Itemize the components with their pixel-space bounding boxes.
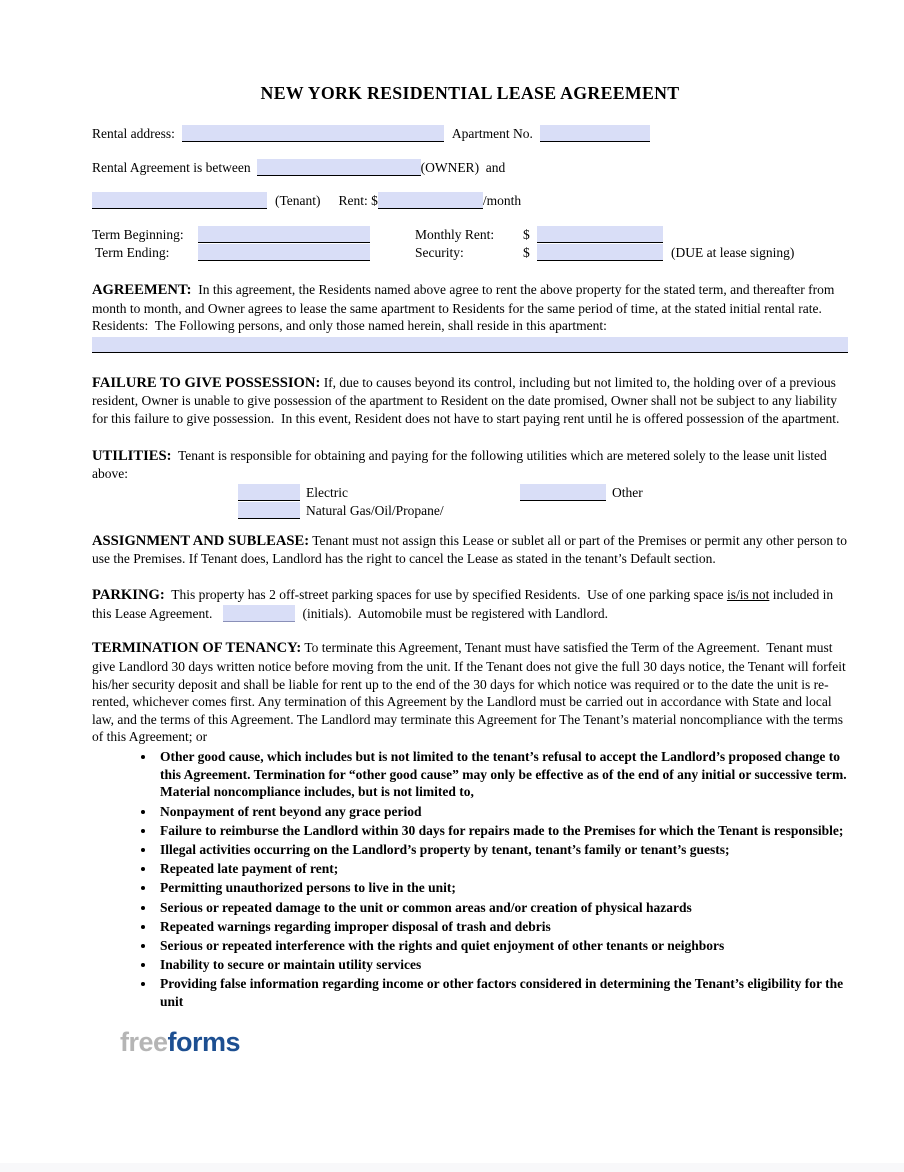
freeforms-logo — [120, 1027, 904, 1057]
monthly-rent-label: Monthly Rent: — [415, 227, 495, 242]
agreement-between-label: Rental Agreement is between — [92, 160, 251, 175]
termination-body: To terminate this Agreement, Tenant must have satisfied the Term of the Agreement. Tenant must give Landlord 30 days written notice before moving from the unit. If the Tenant does not give the full 30 days notice, the Tenant will forfeit his/her security deposit and shall be liable for rent up to the end of the 30 days for which notice was required or to the date the unit is re-rented, whichever comes first. Any termination of this Agreement by the Landlord must be carried out in accordance with State and local law, and the terms of this Agreement. The Landlord may terminate this Agreement for The Tenant’s material noncompliance with the terms of this Agreement; or — [92, 640, 850, 745]
other-label: Other — [612, 484, 643, 500]
section-parking — [92, 586, 848, 622]
assignment-heading: ASSIGNMENT AND SUBLEASE: — [92, 532, 310, 549]
page-title: NEW YORK RESIDENTIAL LEASE AGREEMENT — [260, 83, 680, 103]
parking-body-1: This property has 2 off-street parking spaces for use by specified Residents. Use of one parking space — [164, 586, 727, 602]
parking-body-3: (initials). Automobile must be registered with Landlord. — [299, 605, 609, 621]
electric-label: Electric — [306, 484, 348, 500]
term-beginning-row — [92, 225, 848, 243]
rent-label: Rent: $ — [338, 193, 378, 208]
logo-forms-text: forms — [167, 1026, 241, 1057]
term-ending-label: Term Ending: — [95, 245, 170, 260]
owner-row — [92, 159, 848, 176]
parking-body-2: included in this Lease Agreement. — [92, 586, 837, 621]
utilities-body: Tenant is responsible for obtaining and paying for the following utilities which are metered solely to the lease unit listed above: — [92, 447, 831, 482]
list-item: • Illegal activities occurring on the Landlord’s property by tenant, tenant’s family or tenant’s guests; — [156, 841, 848, 859]
gas-oil-propane-label: Natural Gas/Oil/Propane/ — [306, 502, 444, 518]
term-ending-row — [92, 243, 848, 261]
residents-names-field[interactable] — [92, 337, 848, 353]
utilities-heading: UTILITIES: — [92, 447, 172, 464]
rental-address-field[interactable] — [182, 125, 444, 142]
owner-name-field[interactable] — [257, 159, 421, 176]
list-item: • Serious or repeated interference with the rights and quiet enjoyment of other tenants or neighbors — [156, 937, 848, 955]
rental-address-label: Rental address: — [92, 126, 175, 141]
gas-oil-propane-field[interactable] — [238, 502, 300, 519]
apartment-no-field[interactable] — [540, 125, 650, 142]
page-bottom-edge — [0, 1163, 904, 1172]
list-item: • Repeated warnings regarding improper disposal of trash and debris — [156, 918, 848, 936]
tenant-name-field[interactable] — [92, 192, 267, 209]
list-item: • Permitting unauthorized persons to live in the unit; — [156, 879, 848, 897]
section-agreement — [92, 281, 848, 353]
other-utility-field[interactable] — [520, 484, 606, 501]
failure-heading: FAILURE TO GIVE POSSESSION: — [92, 374, 321, 391]
logo-free-text: free — [120, 1026, 168, 1057]
parking-initials-field[interactable] — [223, 605, 295, 622]
security-label: Security: — [415, 245, 464, 260]
monthly-rent-field[interactable] — [537, 226, 663, 243]
security-dollar-sign: $ — [523, 245, 530, 260]
tenant-row — [92, 192, 848, 209]
failure-body: If, due to causes beyond its control, including but not limited to, the holding over of a previous resident, Owner is unable to give possession of the apartment to Resident on the date promised, Owner shall not be subject to any liability for this failure to give possession. In this event, Resident does not have to start paying rent until he is offered possession of the apartment. — [92, 374, 841, 426]
list-item: • Providing false information regarding income or other factors considered in determining the Tenant’s eligibility for the unit — [156, 975, 848, 1010]
term-beginning-label: Term Beginning: — [92, 227, 184, 242]
term-block — [92, 225, 848, 261]
parking-heading: PARKING: — [92, 586, 165, 603]
due-note-label: (DUE at lease signing) — [671, 245, 795, 260]
tenant-suffix-label: (Tenant) — [275, 193, 321, 208]
termination-bullet-list — [92, 748, 848, 1011]
electric-utility-field[interactable] — [238, 484, 300, 501]
monthly-rent-dollar-sign: $ — [523, 227, 530, 242]
material-noncompliance-note: Material noncompliance includes, but is not limited to, — [160, 784, 474, 800]
parking-is-is-not: is/is not — [726, 586, 770, 602]
section-assignment-and-sublease — [92, 532, 851, 568]
list-item: • Nonpayment of rent beyond any grace period — [156, 803, 848, 821]
rent-unit-label: /month — [482, 193, 522, 208]
term-beginning-field[interactable] — [198, 226, 370, 243]
section-utilities — [92, 447, 848, 519]
rent-amount-field[interactable] — [378, 192, 483, 209]
apartment-no-label: Apartment No. — [451, 126, 533, 141]
agreement-body: In this agreement, the Residents named above agree to rent the above property for the stated term, and thereafter from month to month, and Owner agrees to lease the same apartment to Residents for the same period of time, at the stated initial rental rate. Residents: The Following persons, and only those named herein, shall reside in this apartment: — [92, 282, 838, 334]
list-item: • Failure to reimburse the Landlord within 30 days for repairs made to the Premises for which the Tenant is responsible; — [156, 822, 848, 840]
rental-address-row — [92, 125, 848, 142]
section-termination-of-tenancy — [92, 639, 848, 1010]
term-ending-field[interactable] — [198, 244, 370, 261]
owner-suffix-label: (OWNER) and — [420, 160, 506, 175]
utilities-row-2 — [92, 501, 848, 519]
security-deposit-field[interactable] — [537, 244, 663, 261]
section-failure-to-give-possession — [92, 374, 848, 428]
list-item: • Repeated late payment of rent; — [156, 860, 848, 878]
utilities-row-1 — [92, 483, 848, 501]
assignment-body: Tenant must not assign this Lease or sublet all or part of the Premises or permit any other person to use the Premises. If Tenant does, Landlord has the right to cancel the Lease as stated in the tenant’s Default section. — [92, 532, 851, 567]
agreement-heading: AGREEMENT: — [92, 282, 192, 298]
list-item: • Other good cause, which includes but is not limited to the tenant’s refusal to accept the Landlord’s proposed change to this Agreement. Termination for “other good cause” may only be effective as of the end of any initial or successive term. Material noncompliance includes, but is not limited to, — [156, 748, 848, 801]
list-item: • Inability to secure or maintain utility services — [156, 956, 848, 974]
list-item: • Serious or repeated damage to the unit or common areas and/or creation of physical hazards — [156, 899, 848, 917]
termination-heading: TERMINATION OF TENANCY: — [92, 640, 302, 657]
